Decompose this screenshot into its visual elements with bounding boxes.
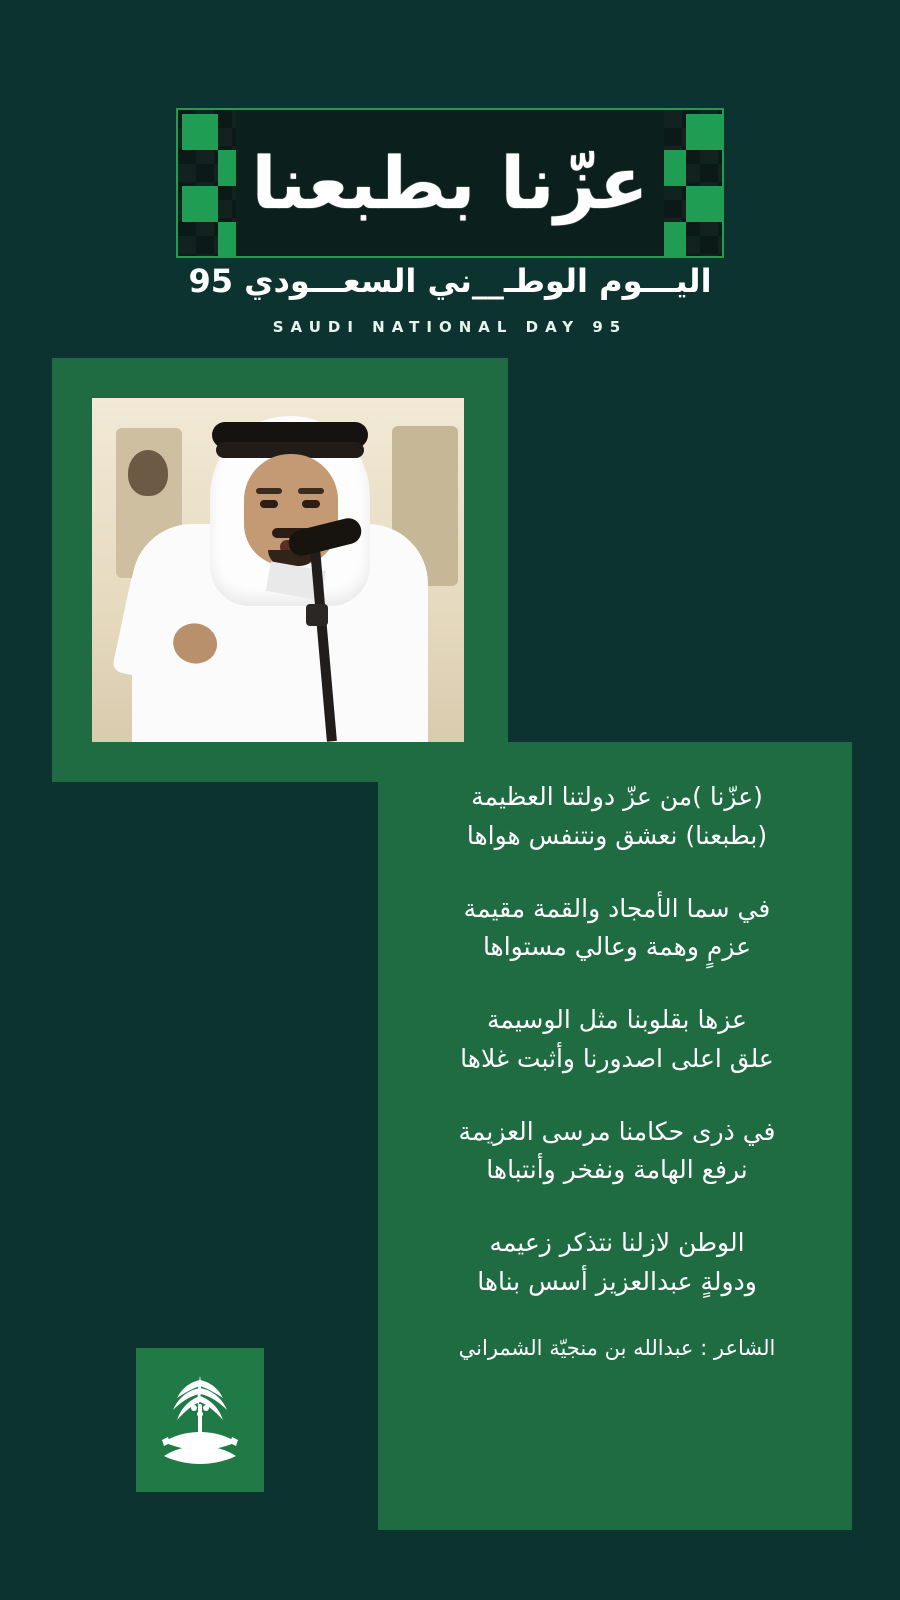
poem-stanza [398, 1001, 836, 1079]
logo-subtitle-english: SAUDI NATIONAL DAY 95 [272, 318, 628, 336]
poem-stanza [398, 778, 836, 856]
poem-line: عزها بقلوبنا مثل الوسيمة [487, 1005, 747, 1034]
wall-portrait-right-head [406, 446, 446, 494]
poet-credit: الشاعر : عبدالله بن منجيّة الشمراني [458, 1335, 776, 1360]
poem-line: عزمٍ وهمة وعالي مستواها [482, 932, 752, 962]
poem-line: (بطبعنا) نعشق ونتنفس هواها [466, 820, 768, 850]
poem-line: في ذرى حكامنا مرسى العزيمة [458, 1116, 776, 1146]
logo-subtitle-arabic: اليـــوم الوطـ__ني السعـــودي 95 [188, 262, 712, 300]
logo-center-plate [236, 110, 664, 256]
national-day-logo [176, 108, 724, 258]
saudi-emblem-icon [136, 1348, 264, 1492]
poem-line: ودولةٍ عبدالعزيز أسس بناها [477, 1266, 757, 1296]
poem-text [398, 778, 836, 1360]
poet-hand [169, 619, 220, 667]
poem-line: علق اعلى اصدورنا وأثبت غلاها [460, 1043, 774, 1073]
poem-line: (عزّنا )من عزّ دولتنا العظيمة [471, 782, 763, 811]
poem-line: في سما الأمجاد والقمة مقيمة [463, 893, 771, 923]
poem-stanza [398, 1113, 836, 1191]
poet-eye-right [302, 500, 320, 508]
poem-line: الوطن لازلنا نتذكر زعيمه [489, 1228, 745, 1257]
wall-portrait-left-head [128, 450, 168, 496]
logo-wordmark: عزّنا بطبعنا [251, 141, 649, 225]
poet-photo [92, 398, 464, 742]
poem-line: نرفع الهامة ونفخر وأنتباها [486, 1155, 748, 1185]
poet-brow-right [298, 488, 324, 494]
poet-brow-left [256, 488, 282, 494]
microphone-clamp [306, 604, 328, 626]
poem-stanza [398, 890, 836, 968]
poet-eye-left [260, 500, 278, 508]
poem-stanza [398, 1224, 836, 1302]
